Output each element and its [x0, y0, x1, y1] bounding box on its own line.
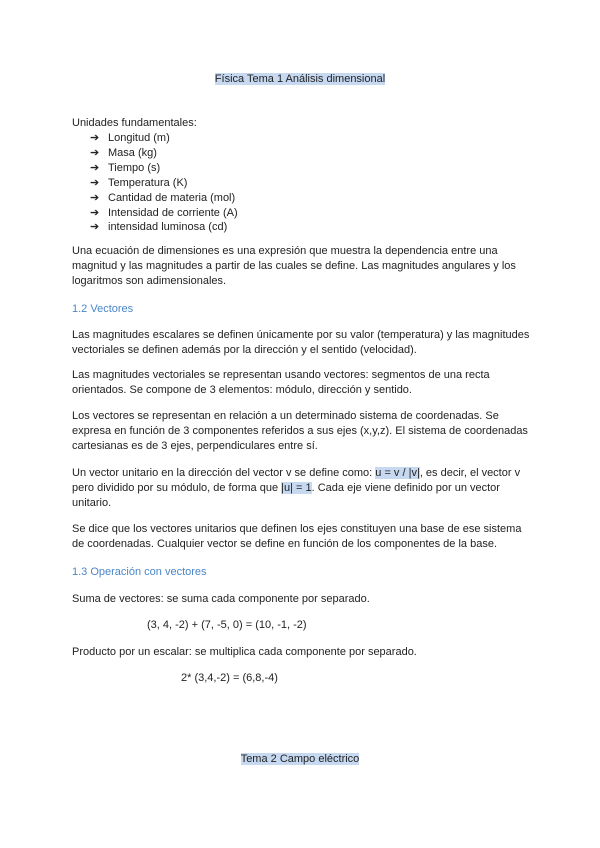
formula-unit-vector: u = v / |v| [375, 467, 420, 479]
list-item: ➔ Intensidad de corriente (A) [90, 206, 238, 219]
arrow-icon: ➔ [90, 146, 100, 159]
units-list [90, 131, 238, 235]
arrow-icon: ➔ [90, 221, 100, 234]
paragraph-coordenadas: Los vectores se representan en relación a un determinado sistema de coordenadas. Se expresa en función de 3 componentes referidos a sus ejes (x,y,z). El sistema de coordenadas cartesianas es de 3 ejes, perpendiculares entre sí. [72, 410, 528, 452]
formula-unit-modulus: |u| = 1 [281, 482, 312, 494]
arrow-icon: ➔ [90, 191, 100, 204]
page-title-text: Física Tema 1 Análisis dimensional [214, 73, 386, 85]
list-item: ➔ Temperatura (K) [90, 176, 188, 189]
arrow-icon: ➔ [90, 176, 100, 189]
section-title-tema2 [0, 752, 600, 766]
arrow-icon: ➔ [90, 132, 100, 144]
paragraph-dimensions: Una ecuación de dimensiones es una expresión que muestra la dependencia entre una magnitud y las magnitudes a partir de las cuales se define. Las magnitudes angulares y los logaritmos son adimensionales. [72, 245, 516, 287]
list-item: ➔ intensidad luminosa (cd) [90, 221, 228, 234]
section-title-tema2-text: Tema 2 Campo eléctrico [240, 753, 360, 765]
paragraph-base: Se dice que los vectores unitarios que definen los ejes constituyen una base de ese sistema de coordenadas. Cualquier vector se define en función de los componentes de la base. [72, 523, 522, 550]
section-heading-vectores: 1.2 Vectores [72, 303, 134, 315]
paragraph-producto: Producto por un escalar: se multiplica cada componente por separado. [72, 646, 417, 658]
paragraph-vector-unitario: Un vector unitario en la dirección del vector v se define como: u = v / |v|, es decir, el vector v pero dividido por su módulo, de forma que |u| = 1. Cada eje viene definido por un vector unitario. [72, 467, 521, 509]
arrow-icon: ➔ [90, 161, 100, 174]
list-item: ➔ Cantidad de materia (mol) [90, 191, 236, 204]
units-intro: Unidades fundamentales: [72, 117, 197, 129]
equation-producto: 2* (3,4,-2) = (6,8,-4) [181, 672, 278, 684]
paragraph-vectores: Las magnitudes vectoriales se representan usando vectores: segmentos de una recta orientados. Se compone de 3 elementos: módulo, dirección y sentido. [72, 369, 490, 396]
list-item: ➔ Tiempo (s) [90, 161, 161, 174]
page-title [0, 72, 600, 86]
list-item: ➔ Longitud (m) [90, 132, 170, 144]
paragraph-magnitudes: Las magnitudes escalares se definen únicamente por su valor (temperatura) y las magnitudes vectoriales se definen además por la dirección y el sentido (velocidad). [72, 329, 530, 356]
equation-suma: (3, 4, -2) + (7, -5, 0) = (10, -1, -2) [147, 619, 307, 631]
list-item: ➔ Masa (kg) [90, 146, 157, 159]
paragraph-suma: Suma de vectores: se suma cada componente por separado. [72, 593, 370, 605]
section-heading-operaciones: 1.3 Operación con vectores [72, 566, 207, 578]
arrow-icon: ➔ [90, 206, 100, 219]
